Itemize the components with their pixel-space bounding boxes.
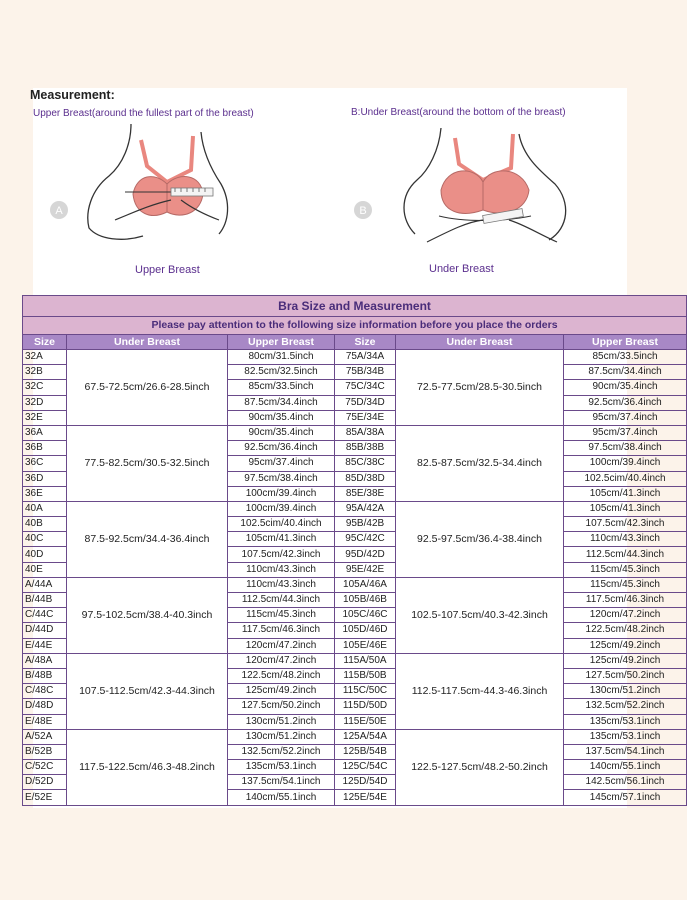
under-breast-cell: 117.5-122.5cm/46.3-48.2inch — [67, 729, 228, 805]
size-cell-2: 75D/34D — [335, 395, 396, 410]
header-upper-breast-2: Upper Breast — [564, 335, 687, 350]
upper-breast-cell-2: 115cm/45.3inch — [564, 562, 687, 577]
upper-breast-cell-2: 142.5cm/56.1inch — [564, 775, 687, 790]
size-cell: E/44E — [23, 638, 67, 653]
table-notice-row — [23, 317, 687, 335]
size-cell: 36B — [23, 441, 67, 456]
upper-breast-cell: 80cm/31.5inch — [228, 350, 335, 365]
upper-breast-cell-2: 105cm/41.3inch — [564, 501, 687, 516]
size-cell: B/48B — [23, 668, 67, 683]
upper-breast-cell: 120cm/47.2inch — [228, 653, 335, 668]
size-cell-2: 115C/50C — [335, 684, 396, 699]
upper-breast-cell-2: 115cm/45.3inch — [564, 577, 687, 592]
upper-breast-cell-2: 112.5cm/44.3inch — [564, 547, 687, 562]
size-cell: 36A — [23, 425, 67, 440]
size-cell-2: 75A/34A — [335, 350, 396, 365]
upper-breast-cell: 105cm/41.3inch — [228, 532, 335, 547]
upper-breast-cell-2: 90cm/35.4inch — [564, 380, 687, 395]
size-cell-2: 105B/46B — [335, 593, 396, 608]
upper-breast-cell: 95cm/37.4inch — [228, 456, 335, 471]
size-cell-2: 115B/50B — [335, 668, 396, 683]
upper-breast-cell: 130cm/51.2inch — [228, 714, 335, 729]
upper-breast-cell: 110cm/43.3inch — [228, 577, 335, 592]
upper-breast-cell: 102.5cim/40.4inch — [228, 517, 335, 532]
size-cell: C/44C — [23, 608, 67, 623]
table-title-row — [23, 296, 687, 317]
upper-breast-cell: 85cm/33.5inch — [228, 380, 335, 395]
size-cell: A/52A — [23, 729, 67, 744]
size-cell: D/48D — [23, 699, 67, 714]
size-cell: 36D — [23, 471, 67, 486]
upper-breast-cell-2: 97.5cm/38.4inch — [564, 441, 687, 456]
upper-breast-cell: 135cm/53.1inch — [228, 760, 335, 775]
upper-breast-cell-2: 135cm/53.1inch — [564, 714, 687, 729]
upper-breast-cell: 140cm/55.1inch — [228, 790, 335, 805]
under-breast-cell-2: 102.5-107.5cm/40.3-42.3inch — [396, 577, 564, 653]
size-cell: 32A — [23, 350, 67, 365]
upper-breast-cell-2: 140cm/55.1inch — [564, 760, 687, 775]
size-cell-2: 115D/50D — [335, 699, 396, 714]
header-under-breast-2: Under Breast — [396, 335, 564, 350]
upper-breast-cell: 90cm/35.4inch — [228, 410, 335, 425]
caption-under-breast: B:Under Breast(around the bottom of the breast) — [351, 107, 566, 118]
size-cell: 40C — [23, 532, 67, 547]
size-cell: A/44A — [23, 577, 67, 592]
upper-breast-cell-2: 120cm/47.2inch — [564, 608, 687, 623]
header-under-breast: Under Breast — [67, 335, 228, 350]
upper-breast-cell: 117.5cm/46.3inch — [228, 623, 335, 638]
size-cell: C/52C — [23, 760, 67, 775]
size-cell-2: 105E/46E — [335, 638, 396, 653]
under-breast-cell-2: 112.5-117.5cm-44.3-46.3inch — [396, 653, 564, 729]
size-cell: 32E — [23, 410, 67, 425]
upper-breast-cell: 130cm/51.2inch — [228, 729, 335, 744]
under-breast-cell-2: 92.5-97.5cm/36.4-38.4inch — [396, 501, 564, 577]
size-cell-2: 125A/54A — [335, 729, 396, 744]
size-cell-2: 115A/50A — [335, 653, 396, 668]
table-row — [23, 425, 687, 440]
under-breast-cell: 107.5-112.5cm/42.3-44.3inch — [67, 653, 228, 729]
size-cell-2: 75B/34B — [335, 365, 396, 380]
upper-breast-cell-2: 125cm/49.2inch — [564, 653, 687, 668]
size-cell-2: 125C/54C — [335, 760, 396, 775]
upper-breast-cell: 137.5cm/54.1inch — [228, 775, 335, 790]
table-row — [23, 577, 687, 592]
upper-breast-cell-2: 107.5cm/42.3inch — [564, 517, 687, 532]
upper-breast-cell: 127.5cm/50.2inch — [228, 699, 335, 714]
size-cell: 40A — [23, 501, 67, 516]
size-cell-2: 105A/46A — [335, 577, 396, 592]
size-cell-2: 125E/54E — [335, 790, 396, 805]
upper-breast-illustration — [43, 124, 243, 264]
upper-breast-cell: 90cm/35.4inch — [228, 425, 335, 440]
size-cell-2: 95B/42B — [335, 517, 396, 532]
upper-breast-cell-2: 95cm/37.4inch — [564, 425, 687, 440]
badge-b: B — [359, 205, 367, 217]
upper-breast-cell: 132.5cm/52.2inch — [228, 744, 335, 759]
size-cell-2: 85D/38D — [335, 471, 396, 486]
upper-breast-cell-2: 125cm/49.2inch — [564, 638, 687, 653]
upper-breast-cell: 82.5cm/32.5inch — [228, 365, 335, 380]
upper-breast-cell: 112.5cm/44.3inch — [228, 593, 335, 608]
size-cell-2: 85C/38C — [335, 456, 396, 471]
upper-breast-cell-2: 127.5cm/50.2inch — [564, 668, 687, 683]
upper-breast-cell-2: 145cm/57.1inch — [564, 790, 687, 805]
upper-breast-cell-2: 135cm/53.1inch — [564, 729, 687, 744]
size-cell-2: 95E/42E — [335, 562, 396, 577]
upper-breast-cell-2: 85cm/33.5inch — [564, 350, 687, 365]
size-cell: 40B — [23, 517, 67, 532]
under-breast-cell: 77.5-82.5cm/30.5-32.5inch — [67, 425, 228, 501]
upper-breast-cell-2: 132.5cm/52.2inch — [564, 699, 687, 714]
size-cell-2: 95D/42D — [335, 547, 396, 562]
measurement-heading: Measurement: — [30, 88, 115, 102]
upper-breast-cell: 87.5cm/34.4inch — [228, 395, 335, 410]
size-cell: D/44D — [23, 623, 67, 638]
upper-breast-cell: 92.5cm/36.4inch — [228, 441, 335, 456]
size-cell: 32D — [23, 395, 67, 410]
size-cell-2: 125D/54D — [335, 775, 396, 790]
size-cell: 40E — [23, 562, 67, 577]
size-cell-2: 95A/42A — [335, 501, 396, 516]
header-upper-breast: Upper Breast — [228, 335, 335, 350]
size-cell-2: 105C/46C — [335, 608, 396, 623]
upper-breast-cell: 110cm/43.3inch — [228, 562, 335, 577]
size-cell: D/52D — [23, 775, 67, 790]
upper-breast-cell-2: 130cm/51.2inch — [564, 684, 687, 699]
under-breast-cell-2: 82.5-87.5cm/32.5-34.4inch — [396, 425, 564, 501]
size-cell: C/48C — [23, 684, 67, 699]
under-breast-cell: 97.5-102.5cm/38.4-40.3inch — [67, 577, 228, 653]
size-cell-2: 75E/34E — [335, 410, 396, 425]
size-cell: 40D — [23, 547, 67, 562]
badge-a: A — [55, 205, 63, 217]
table-row — [23, 653, 687, 668]
upper-breast-cell: 122.5cm/48.2inch — [228, 668, 335, 683]
upper-breast-cell-2: 92.5cm/36.4inch — [564, 395, 687, 410]
upper-breast-cell-2: 137.5cm/54.1inch — [564, 744, 687, 759]
size-cell-2: 75C/34C — [335, 380, 396, 395]
header-size: Size — [23, 335, 67, 350]
upper-breast-cell: 107.5cm/42.3inch — [228, 547, 335, 562]
upper-breast-cell: 100cm/39.4inch — [228, 486, 335, 501]
under-breast-cell-2: 72.5-77.5cm/28.5-30.5inch — [396, 350, 564, 426]
table-notice: Please pay attention to the following size information before you place the orders — [23, 317, 687, 335]
size-cell: 36E — [23, 486, 67, 501]
label-upper-breast: Upper Breast — [135, 264, 200, 276]
size-cell: 36C — [23, 456, 67, 471]
size-cell: 32B — [23, 365, 67, 380]
under-breast-cell: 87.5-92.5cm/34.4-36.4inch — [67, 501, 228, 577]
size-cell: B/44B — [23, 593, 67, 608]
upper-breast-cell: 120cm/47.2inch — [228, 638, 335, 653]
label-under-breast: Under Breast — [429, 263, 494, 275]
upper-breast-cell: 115cm/45.3inch — [228, 608, 335, 623]
upper-breast-cell-2: 110cm/43.3inch — [564, 532, 687, 547]
upper-breast-cell: 125cm/49.2inch — [228, 684, 335, 699]
size-table — [22, 295, 687, 806]
under-breast-cell-2: 122.5-127.5cm/48.2-50.2inch — [396, 729, 564, 805]
table-header-row — [23, 335, 687, 350]
size-cell: E/48E — [23, 714, 67, 729]
size-cell-2: 115E/50E — [335, 714, 396, 729]
caption-upper-breast: Upper Breast(around the fullest part of the breast) — [33, 108, 254, 119]
under-breast-cell: 67.5-72.5cm/26.6-28.5inch — [67, 350, 228, 426]
size-cell: B/52B — [23, 744, 67, 759]
header-size-2: Size — [335, 335, 396, 350]
size-cell-2: 95C/42C — [335, 532, 396, 547]
size-cell: E/52E — [23, 790, 67, 805]
upper-breast-cell: 100cm/39.4inch — [228, 501, 335, 516]
upper-breast-cell: 97.5cm/38.4inch — [228, 471, 335, 486]
size-chart-panel — [25, 88, 666, 808]
upper-breast-cell-2: 105cm/41.3inch — [564, 486, 687, 501]
size-cell-2: 85A/38A — [335, 425, 396, 440]
size-cell: A/48A — [23, 653, 67, 668]
upper-breast-cell-2: 102.5cim/40.4inch — [564, 471, 687, 486]
table-row — [23, 729, 687, 744]
size-cell-2: 105D/46D — [335, 623, 396, 638]
upper-breast-cell-2: 95cm/37.4inch — [564, 410, 687, 425]
size-cell-2: 85E/38E — [335, 486, 396, 501]
size-cell-2: 125B/54B — [335, 744, 396, 759]
upper-breast-cell-2: 100cm/39.4inch — [564, 456, 687, 471]
table-row — [23, 350, 687, 365]
table-row — [23, 501, 687, 516]
table-title: Bra Size and Measurement — [23, 296, 687, 317]
upper-breast-cell-2: 122.5cm/48.2inch — [564, 623, 687, 638]
size-cell-2: 85B/38B — [335, 441, 396, 456]
under-breast-illustration — [343, 124, 603, 264]
upper-breast-cell-2: 117.5cm/46.3inch — [564, 593, 687, 608]
size-cell: 32C — [23, 380, 67, 395]
upper-breast-cell-2: 87.5cm/34.4inch — [564, 365, 687, 380]
